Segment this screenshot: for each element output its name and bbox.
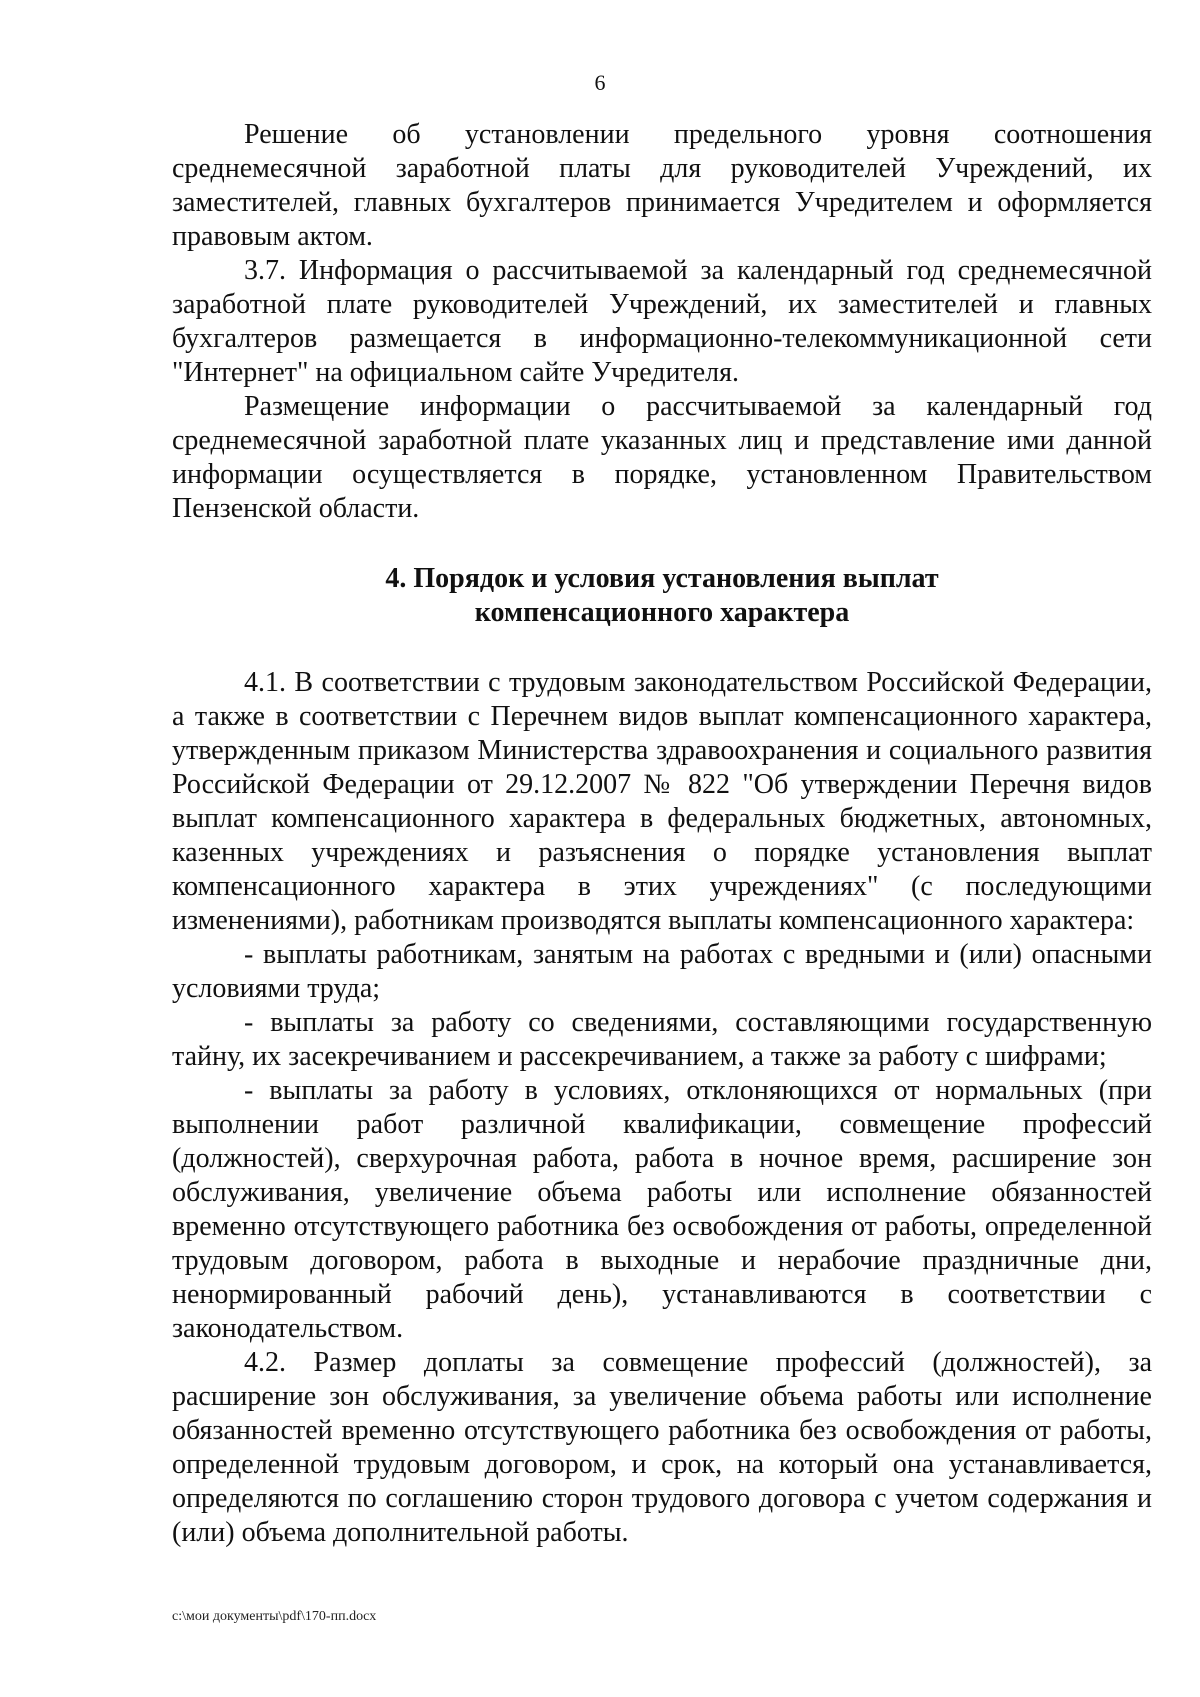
section-heading-line-1: 4. Порядок и условия установления выплат <box>385 563 939 594</box>
paragraph-info-placement: Размещение информации о рассчитываемой за календарный год среднемесячной заработной плате указанных лиц и представление ими данной информации осуществляется в порядке, установленном Правительством Пензенской области. <box>172 391 1152 524</box>
paragraph-4-1: 4.1. В соответствии с трудовым законодательством Российской Федерации, а также в соответствии с Перечнем видов выплат компенсационного характера, утвержденным приказом Министерства здравоохранения и социального развития Российской Федерации от 29.12.2007 № 822 "Об утверждении Перечня видов выплат компенсационного характера в федеральных бюджетных, автономных, казенных учреждениях и разъяснения о порядке установления выплат компенсационного характера в этих учреждениях" (с последующими изменениями), работникам производятся выплаты компенсационного характера: <box>172 667 1152 936</box>
paragraph-4-2: 4.2. Размер доплаты за совмещение профессий (должностей), за расширение зон обслуживания, за увеличение объема работы или исполнение обязанностей временно отсутствующего работника без освобождения от работы, определенной трудовым договором, и срок, на который она устанавливается, определяются по соглашению сторон трудового договора с учетом содержания и (или) объема дополнительной работы. <box>172 1347 1152 1548</box>
footer-file-path: c:\мои документы\pdf\170-пп.docx <box>172 1609 377 1624</box>
document-body <box>172 118 1152 1550</box>
list-item-harmful-conditions: - выплаты работникам, занятым на работах с вредными и (или) опасными условиями труда; <box>172 939 1152 1004</box>
paragraph-3-7: 3.7. Информация о рассчитываемой за календарный год среднемесячной заработной плате руководителей Учреждений, их заместителей и главных бухгалтеров размещается в информационно-телекоммуникационной сети "Интернет" на официальном сайте Учредителя. <box>172 255 1152 388</box>
section-heading-line-2: компенсационного характера <box>474 597 850 628</box>
section-heading-4 <box>172 562 1152 630</box>
list-item-state-secret: - выплаты за работу со сведениями, составляющими государственную тайну, их засекречиванием и рассекречиванием, а также за работу с шифрами; <box>172 1007 1152 1072</box>
page-number: 6 <box>594 70 606 95</box>
list-item-abnormal-conditions: - выплаты за работу в условиях, отклоняющихся от нормальных (при выполнении работ различной квалификации, совмещение профессий (должностей), сверхурочная работа, работа в ночное время, расширение зон обслуживания, увеличение объема работы или исполнение обязанностей временно отсутствующего работника без освобождения от работы, определенной трудовым договором, работа в выходные и нерабочие праздничные дни, ненормированный рабочий день), устанавливаются в соответствии с законодательством. <box>172 1075 1152 1344</box>
paragraph-limit-decision: Решение об установлении предельного уровня соотношения среднемесячной заработной платы для руководителей Учреждений, их заместителей, главных бухгалтеров принимается Учредителем и оформляется правовым актом. <box>172 119 1152 252</box>
